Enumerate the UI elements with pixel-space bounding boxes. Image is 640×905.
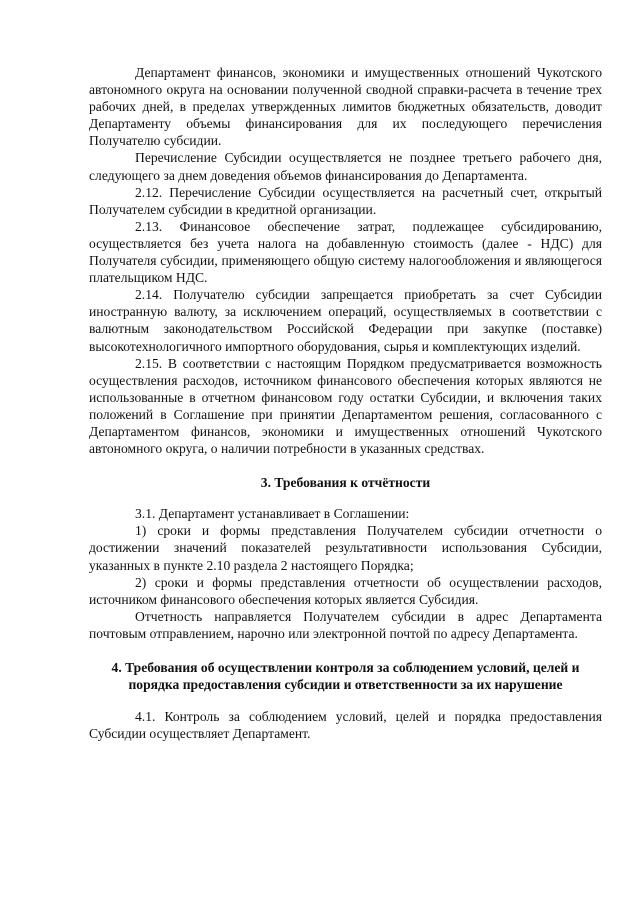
section-heading-3: 3. Требования к отчётности [260, 475, 431, 491]
paragraph-4-1: 4.1. Контроль за соблюдением условий, целей и порядка предоставления Субсидии осуществляет Департамент. [89, 709, 602, 742]
paragraph-funding-limits: Департамент финансов, экономики и имущественных отношений Чукотского автономного округа на основании полученной сводной справки-расчета в течение трех рабочих дней, в пределах утвержденных лимитов бюджетных обязательств, доводит Департаменту объемы финансирования для их последующего перечисления Получателю субсидии. [89, 65, 602, 149]
paragraph-2-14: 2.14. Получателю субсидии запрещается приобретать за счет Субсидии иностранную валюту, за исключением операций, осуществляемых в соответствии с валютным законодательством Российской Федерации при закупке (поставке) высокотехнологичного импортного оборудования, сырья и комплектующих изделий. [89, 287, 602, 354]
paragraph-2-12: 2.12. Перечисление Субсидии осуществляется на расчетный счет, открытый Получателем субсидии в кредитной организации. [89, 184, 602, 217]
paragraph-3-1-item-1: 1) сроки и формы представления Получателем субсидии отчетности о достижении значений показателей результативности использования Субсидии, указанных в пункте 2.10 раздела 2 настоящего Порядка; [89, 523, 602, 573]
paragraph-2-13: 2.13. Финансовое обеспечение затрат, подлежащее субсидированию, осуществляется без учета налога на добавленную стоимость (далее - НДС) для Получателя субсидии, применяющего общую систему налогообложения и являющегося плательщиком НДС. [89, 218, 602, 286]
paragraph-2-15: 2.15. В соответствии с настоящим Порядком предусматривается возможность осуществления расходов, источником финансового обеспечения которых являются не использованные в отчетном финансовом году остатки Субсидии, и включения таких положений в Соглашение при принятии Департаментом решения, согласованного с Департаментом финансов, экономики и имущественных отношений Чукотского автономного округа, о наличии потребности в указанных средствах. [89, 355, 602, 457]
paragraph-report-delivery: Отчетность направляется Получателем субсидии в адрес Департамента почтовым отправлением, нарочно или электронной почтой по адресу Департамента. [89, 608, 602, 641]
paragraph-3-1: 3.1. Департамент устанавливает в Соглашении: [135, 506, 410, 522]
paragraph-3-1-item-2: 2) сроки и формы представления отчетности об осуществлении расходов, источником финансового обеспечения которых является Субсидия. [89, 574, 602, 607]
paragraph-transfer-deadline: Перечисление Субсидии осуществляется не позднее третьего рабочего дня, следующего за днем доведения объемов финансирования до Департамента. [89, 150, 602, 183]
document-page [89, 64, 602, 742]
section-heading-4: 4. Требования об осуществлении контроля за соблюдением условий, целей и порядка предоставления субсидии и ответственности за их нарушение [111, 660, 580, 693]
